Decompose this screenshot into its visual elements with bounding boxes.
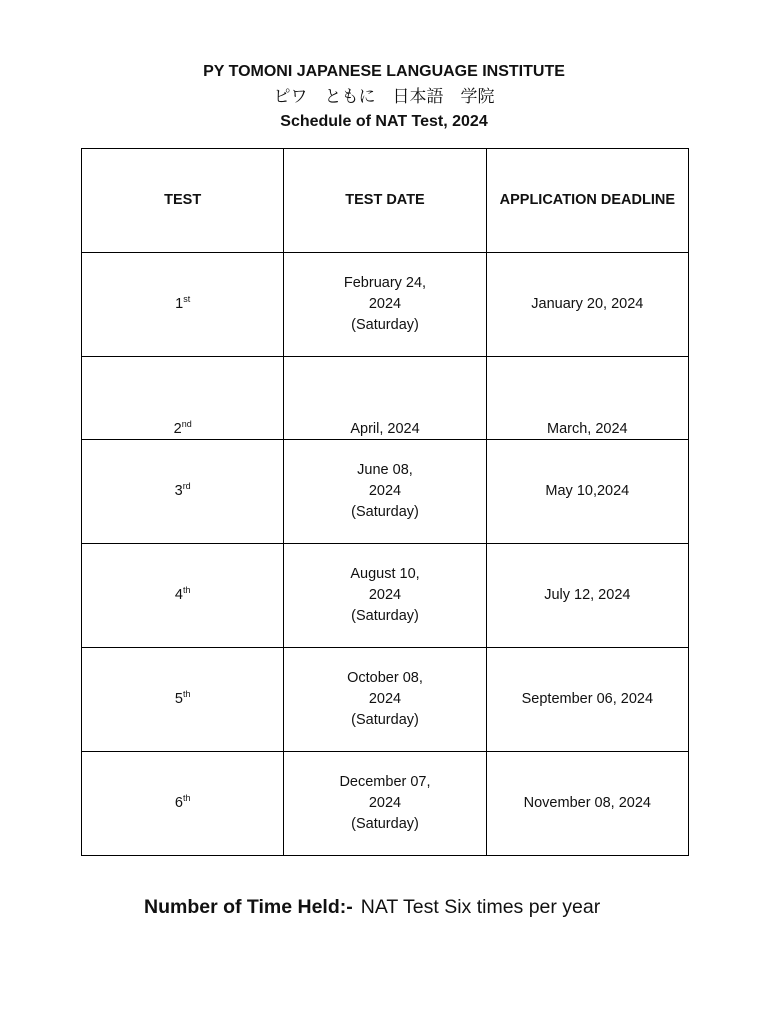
test-number: 6 (174, 795, 183, 811)
test-date-cell (284, 752, 486, 856)
table-row (82, 440, 689, 544)
test-number: 5 (174, 691, 183, 707)
table-row (82, 752, 689, 856)
column-header-application-deadline: APPLICATION DEADLINE (486, 149, 688, 253)
test-number: 2 (173, 421, 182, 437)
test-date-line: (Saturday) (351, 816, 419, 832)
test-date-line: February 24, (343, 275, 427, 291)
column-header-test-date: TEST DATE (284, 149, 486, 253)
test-number-suffix: nd (181, 419, 192, 429)
test-date-cell (284, 253, 486, 357)
test-date-line: June 08, (357, 462, 413, 478)
test-number: 1 (175, 296, 184, 312)
table-row (82, 253, 689, 357)
institute-title: PY TOMONI JAPANESE LANGUAGE INSTITUTE (203, 63, 565, 80)
test-date-line: 2024 (368, 296, 402, 312)
test-number: 3 (174, 483, 183, 499)
footer-label: Number of Time Held:- (144, 896, 353, 918)
table-row (82, 357, 689, 440)
test-date-line: (Saturday) (351, 712, 419, 728)
test-number-suffix: th (182, 689, 191, 699)
test-date-line: 2024 (368, 483, 402, 499)
application-deadline-cell: July 12, 2024 (486, 544, 688, 648)
test-date-cell (284, 648, 486, 752)
test-date-line: August 10, (350, 566, 420, 582)
test-number-cell (82, 648, 284, 752)
test-date-line: 2024 (368, 795, 402, 811)
test-date-cell (284, 357, 486, 440)
table-header-row (82, 149, 689, 253)
test-date-line: October 08, (347, 670, 423, 686)
test-date-line: December 07, (339, 774, 431, 790)
test-date-line: 2024 (368, 691, 402, 707)
institute-japanese-name: ピワ ともに 日本語 学院 (273, 87, 495, 107)
application-deadline-cell: January 20, 2024 (486, 253, 688, 357)
column-header-test: TEST (82, 149, 284, 253)
schedule-table (81, 148, 689, 856)
footer-summary (144, 896, 600, 919)
test-date-line: (Saturday) (351, 504, 419, 520)
application-deadline-cell: September 06, 2024 (486, 648, 688, 752)
test-date-line: 2024 (368, 587, 402, 603)
test-number-cell (82, 544, 284, 648)
test-date-cell (284, 544, 486, 648)
test-date-line: April, 2024 (350, 421, 420, 437)
test-number-suffix: th (182, 585, 191, 595)
test-number-cell (82, 440, 284, 544)
application-deadline-cell: May 10,2024 (486, 440, 688, 544)
application-deadline-cell: November 08, 2024 (486, 752, 688, 856)
test-number: 4 (174, 587, 183, 603)
table-row (82, 544, 689, 648)
test-number-cell (82, 752, 284, 856)
test-number-cell (82, 357, 284, 440)
test-number-cell (82, 253, 284, 357)
table-row (82, 648, 689, 752)
footer-value: NAT Test Six times per year (360, 896, 601, 918)
test-number-suffix: st (183, 294, 191, 304)
test-date-line: (Saturday) (351, 317, 419, 333)
test-number-suffix: th (182, 793, 191, 803)
test-number-suffix: rd (182, 481, 191, 491)
test-date-line: (Saturday) (351, 608, 419, 624)
application-deadline-cell: March, 2024 (486, 357, 688, 440)
schedule-title: Schedule of NAT Test, 2024 (280, 113, 488, 130)
test-date-cell (284, 440, 486, 544)
